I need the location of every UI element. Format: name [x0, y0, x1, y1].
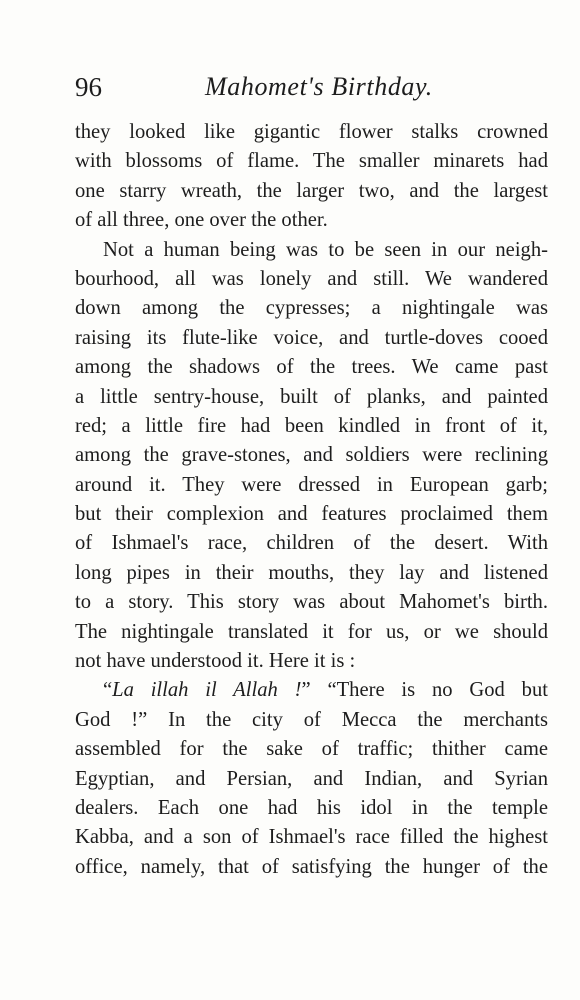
text-line: office, namely, that of satisfying the hunger of the: [75, 855, 548, 878]
body-text: [75, 118, 548, 882]
page-number: 96: [75, 72, 102, 102]
arabic-phrase: La illah il Allah !: [112, 679, 302, 702]
text-line: Not a human being was to be seen in our neigh-: [103, 238, 548, 261]
text-line: around it. They were dressed in European garb;: [75, 473, 548, 496]
page-header: [75, 70, 545, 110]
text-line: long pipes in their mouths, they lay and listened: [75, 561, 548, 584]
text-line: of Ishmael's race, children of the desert. With: [75, 532, 548, 555]
quote-rest: “There is no God but: [310, 679, 548, 702]
text-line: to a story. This story was about Mahomet's birth.: [75, 591, 548, 614]
text-line: down among the cypresses; a nightingale was: [75, 297, 548, 320]
quote-close: ”: [301, 679, 311, 702]
text-line: not have understood it. Here it is :: [75, 650, 356, 673]
text-line: among the shadows of the trees. We came past: [75, 356, 548, 379]
running-title: Mahomet's Birthday.: [205, 72, 433, 101]
text-line: Egyptian, and Persian, and Indian, and Syrian: [75, 767, 548, 790]
text-line: red; a little fire had been kindled in front of it,: [75, 414, 548, 437]
text-line: with blossoms of flame. The smaller minarets had: [75, 150, 548, 173]
text-line: a little sentry-house, built of planks, and painted: [75, 385, 548, 408]
text-line: of all three, one over the other.: [75, 209, 328, 232]
text-line: one starry wreath, the larger two, and the largest: [75, 179, 548, 202]
text-line: they looked like gigantic flower stalks crowned: [75, 121, 548, 143]
text-line: God !” In the city of Mecca the merchants: [75, 708, 548, 731]
text-line: bourhood, all was lonely and still. We wandered: [75, 267, 548, 290]
text-line: dealers. Each one had his idol in the temple: [75, 796, 548, 819]
text-line: Kabba, and a son of Ishmael's race filled the highest: [75, 826, 548, 849]
text-line: among the grave-stones, and soldiers were reclining: [75, 444, 548, 467]
quote-open: “: [103, 679, 113, 702]
text-line: The nightingale translated it for us, or we should: [75, 620, 548, 643]
text-line: but their complexion and features proclaimed them: [75, 503, 548, 526]
text-line-quote: [75, 676, 548, 705]
text-line: assembled for the sake of traffic; thither came: [75, 738, 548, 761]
text-line: raising its flute-like voice, and turtle-doves cooed: [75, 326, 548, 349]
